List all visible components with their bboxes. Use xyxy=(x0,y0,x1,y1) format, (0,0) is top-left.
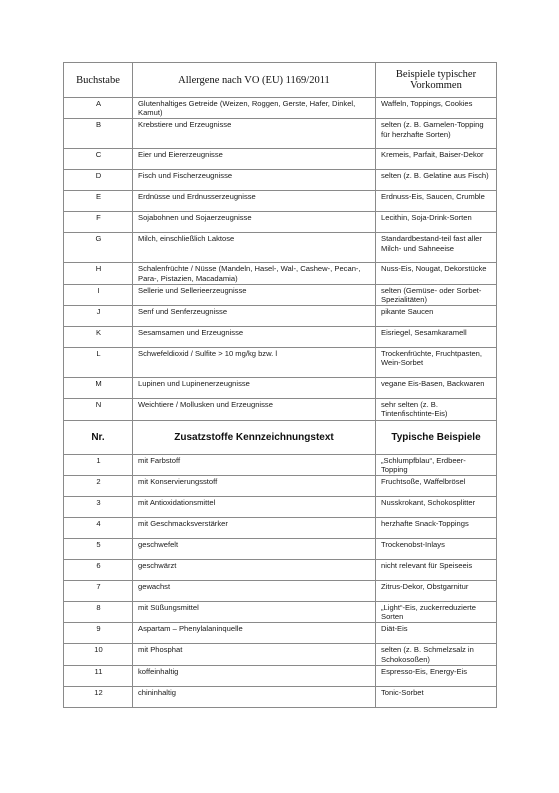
code-cell: 2 xyxy=(64,476,133,497)
allergens-header-examples: Beispiele typischer Vorkommen xyxy=(376,63,497,98)
additives-header-row xyxy=(64,420,497,454)
examples-cell: Erdnuss-Eis, Saucen, Crumble xyxy=(376,191,497,212)
name-cell: mit Geschmacksverstärker xyxy=(133,518,376,539)
allergen-row xyxy=(64,378,497,399)
examples-cell: Nuss-Eis, Nougat, Dekorstücke xyxy=(376,263,497,284)
additive-row xyxy=(64,665,497,686)
allergen-row xyxy=(64,399,497,420)
examples-cell: selten (Gemüse- oder Sorbet-Spezialitäten) xyxy=(376,284,497,305)
allergen-row xyxy=(64,348,497,378)
additives-header-name: Zusatzstoffe Kennzeichnungstext xyxy=(133,420,376,454)
code-cell: H xyxy=(64,263,133,284)
additive-row xyxy=(64,602,497,623)
name-cell: mit Farbstoff xyxy=(133,454,376,475)
code-cell: J xyxy=(64,306,133,327)
additive-row xyxy=(64,560,497,581)
allergens-header-code: Buchstabe xyxy=(64,63,133,98)
name-cell: Senf und Senferzeugnisse xyxy=(133,306,376,327)
name-cell: Eier und Eiererzeugnisse xyxy=(133,149,376,170)
allergen-row xyxy=(64,170,497,191)
additive-row xyxy=(64,454,497,475)
examples-cell: Nusskrokant, Schokosplitter xyxy=(376,497,497,518)
examples-cell: nicht relevant für Speiseeis xyxy=(376,560,497,581)
additive-row xyxy=(64,539,497,560)
examples-cell: „Light“-Eis, zuckerreduzierte Sorten xyxy=(376,602,497,623)
allergen-row xyxy=(64,119,497,149)
examples-cell: selten (z. B. Schmelzsalz in Schokosoßen) xyxy=(376,644,497,665)
name-cell: geschwärzt xyxy=(133,560,376,581)
name-cell: mit Antioxidationsmittel xyxy=(133,497,376,518)
allergen-additive-table xyxy=(63,62,497,708)
code-cell: 9 xyxy=(64,623,133,644)
allergen-row xyxy=(64,233,497,263)
name-cell: Lupinen und Lupinenerzeugnisse xyxy=(133,378,376,399)
name-cell: Schalenfrüchte / Nüsse (Mandeln, Hasel-, Wal-, Cashew-, Pecan-, Para-, Pistazien, Macadamia) xyxy=(133,263,376,284)
allergen-row xyxy=(64,98,497,119)
additive-row xyxy=(64,623,497,644)
additive-row xyxy=(64,518,497,539)
examples-cell: Kremeis, Parfait, Baiser-Dekor xyxy=(376,149,497,170)
examples-cell: Zitrus-Dekor, Obstgarnitur xyxy=(376,581,497,602)
code-cell: A xyxy=(64,98,133,119)
code-cell: F xyxy=(64,212,133,233)
name-cell: Schwefeldioxid / Sulfite > 10 mg/kg bzw. l xyxy=(133,348,376,378)
examples-cell: Eisriegel, Sesamkaramell xyxy=(376,327,497,348)
name-cell: mit Süßungsmittel xyxy=(133,602,376,623)
name-cell: mit Konservierungsstoff xyxy=(133,476,376,497)
name-cell: Sojabohnen und Sojaerzeugnisse xyxy=(133,212,376,233)
name-cell: Aspartam – Phenylalaninquelle xyxy=(133,623,376,644)
allergen-row xyxy=(64,212,497,233)
additives-header-code: Nr. xyxy=(64,420,133,454)
additive-row xyxy=(64,644,497,665)
code-cell: 6 xyxy=(64,560,133,581)
code-cell: 11 xyxy=(64,665,133,686)
code-cell: E xyxy=(64,191,133,212)
code-cell: 8 xyxy=(64,602,133,623)
allergen-row xyxy=(64,191,497,212)
examples-cell: Waffeln, Toppings, Cookies xyxy=(376,98,497,119)
additive-row xyxy=(64,581,497,602)
additive-row xyxy=(64,497,497,518)
examples-cell: Espresso-Eis, Energy-Eis xyxy=(376,665,497,686)
code-cell: 4 xyxy=(64,518,133,539)
additive-row xyxy=(64,686,497,707)
name-cell: Weichtiere / Mollusken und Erzeugnisse xyxy=(133,399,376,420)
name-cell: Erdnüsse und Erdnusserzeugnisse xyxy=(133,191,376,212)
name-cell: Krebstiere und Erzeugnisse xyxy=(133,119,376,149)
code-cell: 12 xyxy=(64,686,133,707)
code-cell: C xyxy=(64,149,133,170)
code-cell: 10 xyxy=(64,644,133,665)
allergen-row xyxy=(64,149,497,170)
code-cell: B xyxy=(64,119,133,149)
allergen-row xyxy=(64,284,497,305)
allergens-header-name: Allergene nach VO (EU) 1169/2011 xyxy=(133,63,376,98)
name-cell: geschwefelt xyxy=(133,539,376,560)
examples-cell: sehr selten (z. B. Tintenfischtinte-Eis) xyxy=(376,399,497,420)
examples-cell: vegane Eis-Basen, Backwaren xyxy=(376,378,497,399)
additive-row xyxy=(64,476,497,497)
allergen-row xyxy=(64,263,497,284)
examples-cell: Fruchtsoße, Waffelbrösel xyxy=(376,476,497,497)
name-cell: Sesamsamen und Erzeugnisse xyxy=(133,327,376,348)
name-cell: Sellerie und Sellerieerzeugnisse xyxy=(133,284,376,305)
name-cell: Fisch und Fischerzeugnisse xyxy=(133,170,376,191)
examples-cell: Tonic-Sorbet xyxy=(376,686,497,707)
allergens-header-row xyxy=(64,63,497,98)
allergen-row xyxy=(64,306,497,327)
code-cell: G xyxy=(64,233,133,263)
examples-cell: Diät-Eis xyxy=(376,623,497,644)
examples-cell: „Schlumpfblau“, Erdbeer-Topping xyxy=(376,454,497,475)
examples-cell: Trockenobst-Inlays xyxy=(376,539,497,560)
name-cell: Milch, einschließlich Laktose xyxy=(133,233,376,263)
table-body xyxy=(64,63,497,708)
examples-cell: Standardbestand-teil fast aller Milch- und Sahneeise xyxy=(376,233,497,263)
additives-header-examples: Typische Beispiele xyxy=(376,420,497,454)
examples-cell: Lecithin, Soja-Drink-Sorten xyxy=(376,212,497,233)
code-cell: N xyxy=(64,399,133,420)
name-cell: koffeinhaltig xyxy=(133,665,376,686)
code-cell: L xyxy=(64,348,133,378)
code-cell: K xyxy=(64,327,133,348)
code-cell: M xyxy=(64,378,133,399)
code-cell: 5 xyxy=(64,539,133,560)
name-cell: chininhaltig xyxy=(133,686,376,707)
examples-cell: Trockenfrüchte, Fruchtpasten, Wein-Sorbet xyxy=(376,348,497,378)
examples-cell: herzhafte Snack-Toppings xyxy=(376,518,497,539)
examples-cell: selten (z. B. Garnelen-Topping für herzhafte Sorten) xyxy=(376,119,497,149)
examples-cell: selten (z. B. Gelatine aus Fisch) xyxy=(376,170,497,191)
code-cell: 1 xyxy=(64,454,133,475)
code-cell: I xyxy=(64,284,133,305)
name-cell: gewachst xyxy=(133,581,376,602)
name-cell: mit Phosphat xyxy=(133,644,376,665)
code-cell: 3 xyxy=(64,497,133,518)
examples-cell: pikante Saucen xyxy=(376,306,497,327)
code-cell: 7 xyxy=(64,581,133,602)
allergen-row xyxy=(64,327,497,348)
code-cell: D xyxy=(64,170,133,191)
name-cell: Glutenhaltiges Getreide (Weizen, Roggen, Gerste, Hafer, Dinkel, Kamut) xyxy=(133,98,376,119)
